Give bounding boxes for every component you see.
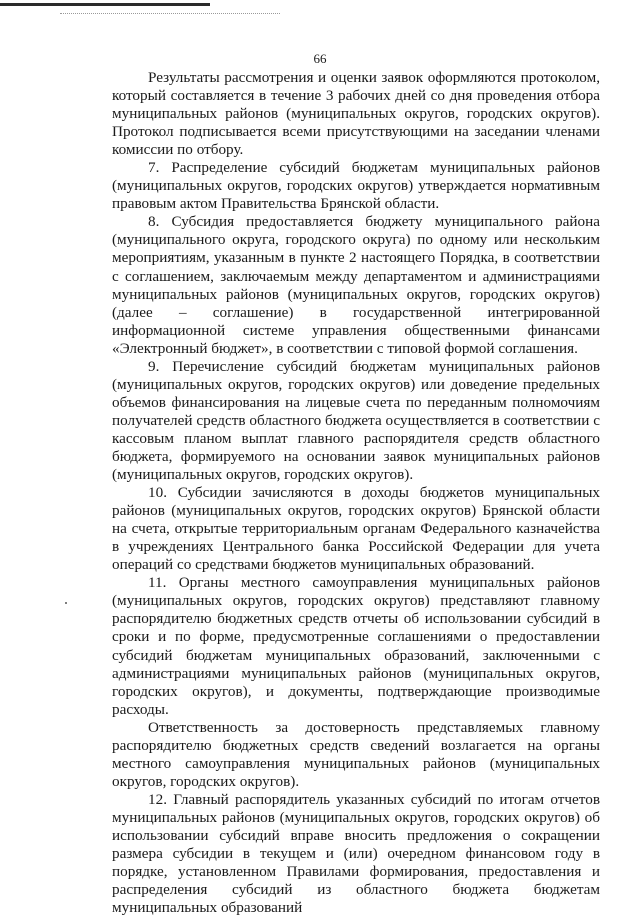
paragraph-protocol: Результаты рассмотрения и оценки заявок оформляются протоколом, который составляется в течение 3 рабочих дней со дня проведения отбора муниципальных районов (муниципальных округов, городских округов). Протокол подписывается всеми присутствующими на заседании членами комиссии по отбору.	[112, 69, 600, 159]
paragraph-responsibility: Ответственность за достоверность представляемых главному распорядителю бюджетных средств сведений возлагается на органы местного самоуправления муниципальных районов (муниципальных округов, городских округов).	[112, 718, 600, 790]
document-body	[112, 69, 600, 917]
scan-edge-bar	[0, 3, 210, 6]
paragraph-item-8: 8. Субсидия предоставляется бюджету муниципального района (муниципального округа, городского округа) по одному или нескольким мероприятиям, указанным в пункте 2 настоящего Порядка, в соответствии с соглашением, заключаемым между департаментом и администрациями муниципальных районов (муниципальных округов, городских округов) (далее – соглашение) в государственной интегрированной информационной системе управления общественными финансами «Электронный бюджет», в соответствии с типовой формой соглашения.	[112, 213, 600, 357]
scan-speck	[65, 602, 67, 604]
paragraph-item-10: 10. Субсидии зачисляются в доходы бюджетов муниципальных районов (муниципальных округов, городских округов) Брянской области на счета, открытые территориальным органам Федерального казначейства в учреждениях Центрального банка Российской Федерации для учета операций со средствами бюджетов муниципальных образований.	[112, 484, 600, 574]
page-number: 66	[313, 51, 327, 66]
scan-edge-dots	[60, 13, 280, 14]
paragraph-item-12: 12. Главный распорядитель указанных субсидий по итогам отчетов муниципальных районов (муниципальных округов, городских округов) об использовании субсидий вправе вносить предложения о сокращении размера субсидии в текущем и (или) очередном финансовом году в порядке, установленном Правилами формирования, предоставления и распределения субсидий из областного бюджета бюджетам муниципальных образований	[112, 790, 600, 917]
scan-edge-artifact	[0, 0, 640, 14]
paragraph-item-9: 9. Перечисление субсидий бюджетам муниципальных районов (муниципальных округов, городских округов) или доведение предельных объемов финансирования на лицевые счета по переданным полномочиям получателей средств областного бюджета осуществляется в соответствии с кассовым планом выплат главного распорядителя средств областного бюджета, формируемого на основании заявок муниципальных районов (муниципальных округов, городских округов).	[112, 357, 600, 484]
paragraph-item-11: 11. Органы местного самоуправления муниципальных районов (муниципальных округов, городских округов) представляют главному распорядителю бюджетных средств отчеты об использовании субсидий в сроки и по форме, предусмотренные соглашениями о предоставлении субсидий бюджетам муниципальных образований, заключенными с администрациями муниципальных районов (муниципальных округов, городских округов), и документы, подтверждающие производимые расходы.	[112, 574, 600, 718]
paragraph-item-7: 7. Распределение субсидий бюджетам муниципальных районов (муниципальных округов, городских округов) утверждается нормативным правовым актом Правительства Брянской области.	[112, 159, 600, 213]
